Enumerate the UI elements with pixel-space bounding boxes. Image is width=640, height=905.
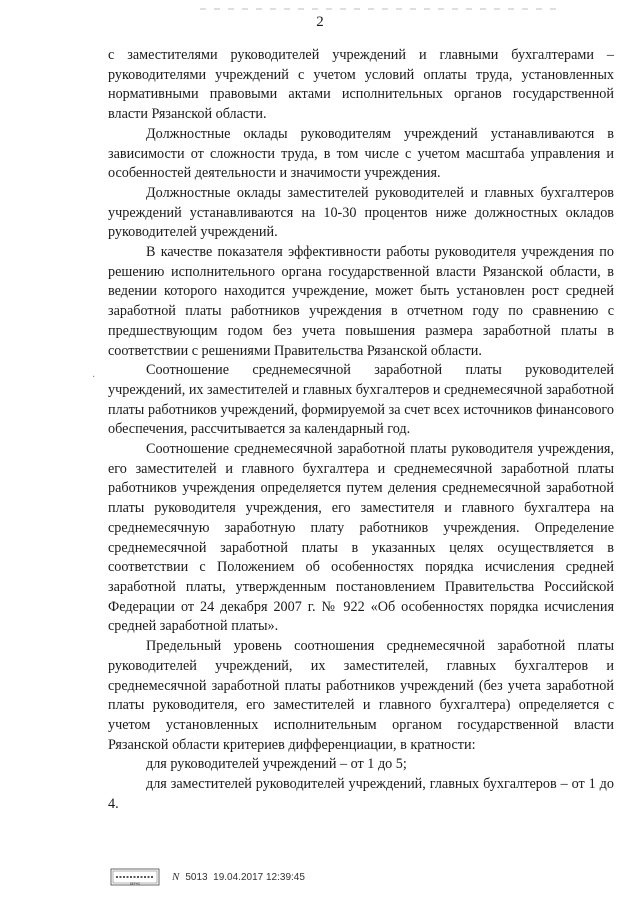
paragraph-5: Соотношение среднемесячной заработной платы руководителей учреждений, их заместителей и главных бухгалтеров и среднемесячной заработной платы работников учреждений, формируемой за счет всех источников финансового обеспечения, рассчитывается за календарный год. <box>108 362 614 438</box>
doc-id: 5013 <box>185 872 208 883</box>
paragraph-3: Должностные оклады заместителей руководителей и главных бухгалтеров учреждений устанавливаются на 10-30 процентов ниже должностных окладов руководителей учреждений. <box>108 184 614 241</box>
paragraph-7: Предельный уровень соотношения среднемесячной заработной платы руководителей учреждений, их заместителей, главных бухгалтеров и среднемесячной заработной платы работников учреждений (без учета заработной платы руководителя, его заместителей и главного бухгалтера) определяется с учетом установленных исполнительным органом государственной власти Рязанской области критериев дифференциации, в кратности: <box>108 638 614 753</box>
stamp-text: ВЕРНО <box>129 881 141 886</box>
paragraph-8: для руководителей учреждений – от 1 до 5; <box>146 756 407 773</box>
signature-mark: N <box>172 871 180 883</box>
paragraph-2: Должностные оклады руководителям учреждений устанавливаются в зависимости от сложности труда, в том числе с учетом масштаба управления и особенностей деятельности и значимости учреждения. <box>108 125 614 182</box>
paragraph-1: с заместителями руководителей учреждений и главными бухгалтерами – руководителями учреждений с учетом условий оплаты труда, установленных нормативными правовыми актами исполнительных органов государственной власти Рязанской области. <box>108 47 614 123</box>
scan-edge-artifact <box>200 8 560 10</box>
paragraph-9: для заместителей руководителей учреждений, главных бухгалтеров – от 1 до 4. <box>108 776 614 812</box>
stamp-icon <box>110 868 160 886</box>
paragraph-4: В качестве показателя эффективности работы руководителя учреждения по решению исполнительного органа государственной власти Рязанской области, в ведении которого находится учреждение, может быть установлен рост средней заработной платы работников учреждения в отчетном году по сравнению с предшествующим годом без учета повышения размера заработной платы в соответствии с решениями Правительства Рязанской области. <box>108 244 614 359</box>
page-number: 2 <box>316 14 324 30</box>
document-body <box>108 46 614 814</box>
footer-registration <box>172 871 305 883</box>
paragraph-6: Соотношение среднемесячной заработной платы руководителя учреждения, его заместителей и главного бухгалтера и среднемесячной заработной платы работников учреждения определяется путем деления среднемесячной заработной платы руководителя учреждения, его заместителя и главного бухгалтера на среднемесячную заработную плату работников учреждения. Определение среднемесячной заработной платы в указанных целях осуществляется в соответствии с Положением об особенностях порядка исчисления средней заработной платы, утвержденным постановлением Правительства Российской Федерации от 24 декабря 2007 г. № 922 «Об особенностях порядка исчисления средней заработной платы». <box>108 441 614 635</box>
margin-dot: · <box>92 372 96 383</box>
timestamp: 19.04.2017 12:39:45 <box>213 872 305 883</box>
